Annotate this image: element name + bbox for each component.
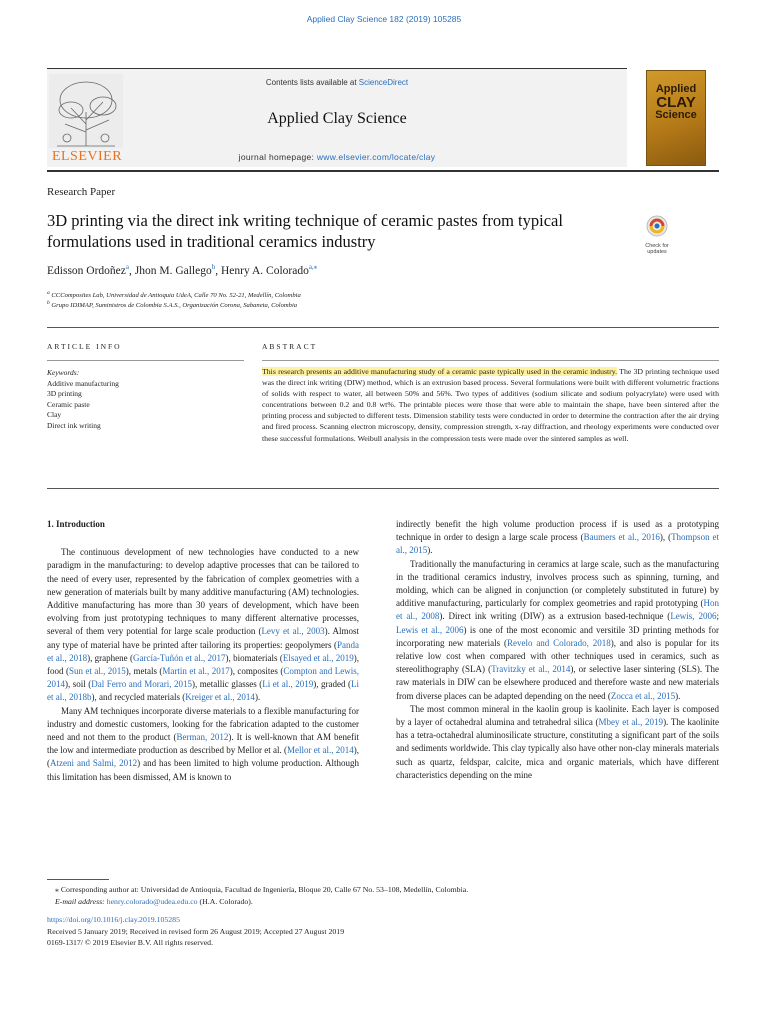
author-affiliation-sup[interactable]: a,⁎: [308, 263, 318, 271]
keywords-list: [47, 368, 119, 431]
text-run: ), soil (: [65, 679, 92, 690]
citation-link[interactable]: Elsayed et al., 2019: [282, 652, 354, 663]
journal-citation-link[interactable]: Applied Clay Science 182 (2019) 105285: [306, 14, 462, 24]
citation-link[interactable]: Travitzky et al., 2014: [491, 664, 571, 675]
email-line: [47, 896, 707, 908]
abstract-heading: ABSTRACT: [262, 342, 318, 351]
paragraph: [396, 703, 719, 782]
body-column-right: [396, 518, 719, 782]
text-run: ), food (: [47, 652, 359, 677]
text-run: ).: [427, 545, 433, 556]
section-divider: [47, 327, 719, 328]
text-run: Traditionally the manufacturing in ceramics at large scale, such as the manufacturing in the traditional ceramics industry, involves process such as spinning, turning, and molding, which can be aligned in conjunction (or completely substituted in future) by additive manufacturing, particularly for complex geometries and rapid prototyping (: [396, 558, 719, 609]
text-run: ).: [675, 690, 681, 701]
keyword: 3D printing: [47, 389, 82, 398]
publication-info: [47, 914, 344, 949]
text-run: ), metals (: [125, 666, 163, 677]
keyword: Clay: [47, 410, 62, 419]
sciencedirect-link[interactable]: ScienceDirect: [358, 78, 409, 87]
keyword: Direct ink writing: [47, 420, 101, 430]
journal-title: Applied Clay Science: [267, 110, 407, 127]
paper-type: Research Paper: [47, 186, 116, 198]
citation-link[interactable]: Berman, 2012: [176, 732, 229, 743]
text-run: ;: [716, 611, 719, 622]
paper-title: 3D printing via the direct ink writing technique of ceramic pastes from typical formulations used in traditional ceramics industry: [47, 211, 563, 251]
citation-link[interactable]: Mbey et al., 2019: [598, 717, 664, 728]
citation-link[interactable]: Hon et al., 2008: [396, 598, 719, 622]
text-run: Many AM techniques incorporate diverse materials to a flexible manufacturing for industry and domestic customers, looking for the fabrication adapted to the customer need and not them to the product (: [47, 705, 359, 743]
text-run: The continuous development of new technologies have conducted to a new paradigm in the manufacturing: to develop adaptive processes that can be tailored to the need of every user, represented by the fabrication of complex geometries with a new generation of materials built by many additive manufacturing (AM) technologies. Additive manufacturing has more than 30 years of development, which have been evolving from just prototyping techniques to many different alternative processes, several of them very potential for large scale production (: [47, 547, 359, 637]
email-link[interactable]: henry.colorado@udea.edu.co: [106, 896, 198, 906]
affiliation: [47, 300, 297, 309]
article-info-heading: ARTICLE INFO: [47, 342, 122, 351]
affiliation-sup: b: [47, 300, 50, 306]
affiliation: [47, 290, 301, 299]
citation-link[interactable]: Baumers et al., 2016: [583, 532, 660, 543]
section-heading-introduction: 1. Introduction: [47, 519, 105, 529]
affiliation-text: CCComposites Lab, Universidad de Antioquia UdeA, Calle 70 No. 52-21, Medellín, Colombia: [51, 292, 301, 300]
homepage-label: journal homepage:: [238, 152, 317, 162]
journal-cover-title: [648, 84, 704, 121]
publisher-name[interactable]: ELSEVIER: [51, 149, 123, 164]
body-divider: [47, 488, 719, 489]
abstract-highlight[interactable]: This research presents an additive manufacturing study of a ceramic paste typically used in the ceramic industry.: [262, 367, 618, 376]
citation-link[interactable]: Compton and Lewis, 2014: [47, 666, 359, 690]
cover-title-line: Applied: [655, 83, 697, 95]
text-run: ), and also is popular for its relative low cost when compared with other techniques used in ceramics, such as stereolithography (SLA) (: [396, 637, 719, 675]
text-run: ), (: [47, 745, 359, 769]
corresponding-author: ⁎ Corresponding author at: Universidad de Antioquia, Facultad de Ingeniería, Bloque 20, Calle 67 No. 53–108, Medellín, Colombia.: [55, 885, 469, 894]
citation-link[interactable]: Atzeni and Salmi, 2012: [50, 758, 138, 769]
abstract-text: [262, 366, 719, 444]
citation-link[interactable]: Zocca et al., 2015: [610, 690, 676, 701]
author-list: Edisson Ordoñez$^a$, Jhon M. Gallego$^b$, Henry A. Colorado$^{a,⁎}$: [47, 263, 318, 277]
text-run: ), composites (: [229, 666, 284, 677]
paragraph: [396, 518, 719, 558]
affiliation-text: Grupo IDIMAP, Suministros de Colombia S.A.S., Organización Corona, Sabaneta, Colombia: [51, 302, 298, 310]
citation-link[interactable]: Thompson et al., 2015: [396, 532, 719, 556]
abstract-divider: [262, 360, 719, 361]
doi-link[interactable]: https://doi.org/10.1016/j.clay.2019.105285: [47, 915, 180, 924]
citation-link[interactable]: Lewis, 2006: [670, 611, 717, 622]
cover-title-line: CLAY: [656, 94, 696, 111]
citation-link[interactable]: Panda et al., 2018: [47, 639, 359, 663]
text-run: ). The kaolinite has a tetra-octahedral aluminosilicate structure, constituting a significant part of the soils and sediments worldwide. This clay typically also have other non-clay minerals materials such as quartz, feldspar, calcite, mica and organic materials, which have different characteristics depending on the mine: [396, 717, 719, 780]
keywords-label: Keywords:: [47, 368, 80, 377]
text-run: ). It is well-known that AM benefit the low and intermediate production as described by Mellor et al. (: [47, 732, 360, 756]
text-run: ), graded (: [313, 679, 352, 690]
received-dates: Received 5 January 2019; Received in revised form 26 August 2019; Accepted 27 August 2019: [47, 926, 345, 936]
keyword: Additive manufacturing: [47, 378, 119, 388]
text-run: ), or selective laser sintering (SLS). The raw materials in DIW can be elsewhere produced and therefore waste and new materials from diverse places can be adapted depending on the need (: [396, 664, 719, 701]
text-run: ), biomaterials (: [225, 652, 283, 663]
citation-link[interactable]: Li et al., 2019: [262, 679, 314, 690]
text-run: indirectly benefit the high volume production process if is used as a prototyping technique in order to design a large scale process (: [396, 519, 719, 543]
paragraph: [396, 558, 719, 703]
text-run: ), and recycled materials (: [91, 692, 186, 703]
check-for-updates-button[interactable]: [640, 214, 674, 254]
author-name[interactable]: Jhon M. Gallego: [134, 264, 212, 277]
affiliation-sup: a: [47, 290, 50, 296]
text-run: ), (: [659, 532, 672, 543]
paragraph: [47, 546, 359, 704]
body-column-left: [47, 518, 359, 784]
contents-prefix: Contents lists available at: [265, 78, 359, 87]
author-name[interactable]: Edisson Ordoñez: [47, 264, 126, 277]
text-run: ). Direct ink writing (DIW) as a extrusion based-technique (: [439, 611, 671, 622]
text-run: ), metallic glasses (: [192, 679, 263, 690]
citation-link[interactable]: Revelo and Colorado, 2018: [506, 637, 611, 648]
text-run: ) and has been limited to high volume production. Although this limitation has been dismissed, AM is known to: [47, 758, 359, 782]
citation-link[interactable]: García-Tuñón et al., 2017: [132, 652, 226, 663]
citation-link[interactable]: Levy et al., 2003: [261, 626, 325, 637]
homepage-link[interactable]: www.elsevier.com/locate/clay: [316, 152, 436, 162]
author-name[interactable]: Henry A. Colorado: [220, 264, 309, 277]
citation-link[interactable]: Martin et al., 2017: [162, 666, 230, 677]
citation-link[interactable]: Kreiger et al., 2014: [185, 692, 255, 703]
citation-link[interactable]: Dal Ferro and Morari, 2015: [91, 679, 193, 690]
text-run: ).: [254, 692, 261, 703]
citation-link[interactable]: Mellor et al., 2014: [286, 745, 354, 756]
keyword: Ceramic paste: [47, 399, 90, 409]
citation-link[interactable]: Sun et al., 2015: [68, 666, 126, 677]
check-updates-icon: [640, 214, 674, 238]
contents-list: [47, 78, 627, 87]
cover-title-line: Science: [655, 109, 697, 121]
article-info-divider: [47, 360, 244, 361]
email-label: E-mail address:: [55, 896, 107, 906]
header-divider: [47, 170, 719, 172]
author-affiliation-sup[interactable]: b: [211, 263, 216, 271]
journal-homepage: [47, 152, 627, 162]
citation-link[interactable]: Lewis et al., 2006: [396, 624, 464, 635]
text-run: ) is one of the most economic and versitile 3D printing methods for incorporating new materials (: [396, 624, 719, 648]
author-affiliation-sup[interactable]: a: [125, 263, 129, 271]
abstract-body: The 3D printing technique used was the direct ink writing (DIW) method, which is an extrusion based process. Several formulations were built with different volumetric fractions of solids with respect to water, all between 50% and 56%. Two types of additives (sodium silicate and sodium polyacrylate) were used with concentrations between 0.2 and 0.8 wt%. The printable pieces were those that were able to maintain the shape, have been sintered after the printing process and subjected to different tests. Dimension stability tests were conducted in order to determine the contraction after the air drying and fired process. Scanning electron microscopy, density, compression strength, x-ray diffraction, and rheology experiments were conducted over these successful formulations. Weibull analysis in the compression tests were made over the sintered samples as well.: [262, 367, 719, 443]
paragraph: [47, 705, 359, 784]
footnote-divider: [47, 879, 109, 880]
corresponding-author-footnote: [47, 884, 707, 907]
text-run: ), graphene (: [87, 652, 133, 663]
citation-link[interactable]: Li et al., 2018b: [47, 679, 360, 703]
text-run: The most common mineral in the kaolin group is kaolinite. Each layer is composed by a layer of octahedral alumina and tetrahedral silica (: [396, 703, 719, 728]
text-run: ). Almost any type of material have be printed after tailoring its properties: geopolymers (: [47, 626, 359, 650]
copyright: 0169-1317/ © 2019 Elsevier B.V. All rights reserved.: [47, 938, 214, 947]
email-suffix: (H.A. Colorado).: [197, 896, 253, 906]
check-updates-label: Check for updates: [645, 243, 669, 255]
